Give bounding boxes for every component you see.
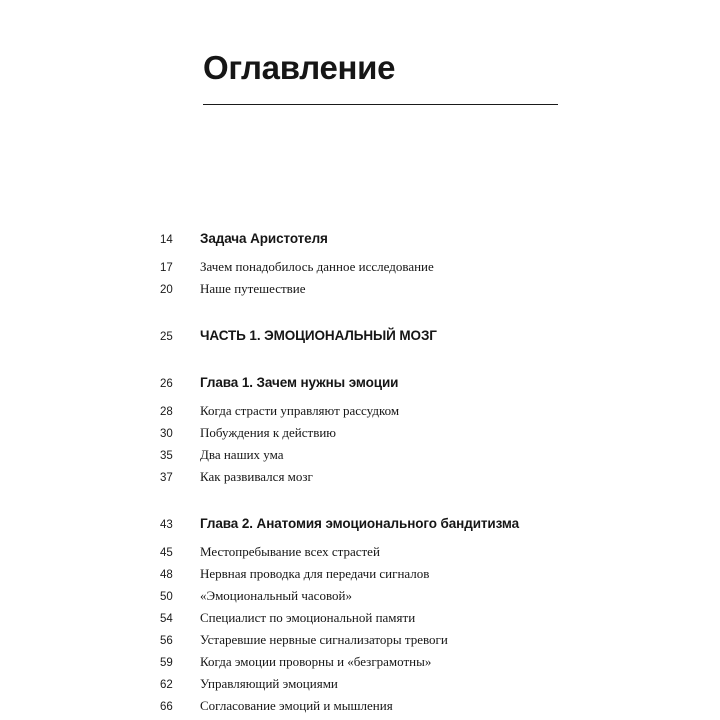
toc-entry-label: Глава 1. Зачем нужны эмоции xyxy=(200,375,399,390)
toc-entry-label: Глава 2. Анатомия эмоционального бандитизма xyxy=(200,516,520,531)
toc-entry-label: ЧАСТЬ 1. ЭМОЦИОНАЛЬНЫЙ МОЗГ xyxy=(200,328,437,343)
toc-entry-label: Наше путешествие xyxy=(200,281,306,296)
toc-entry-label: Задача Аристотеля xyxy=(200,231,328,246)
toc-entry-page: 66 xyxy=(160,701,173,713)
toc-entry-page: 35 xyxy=(160,450,173,462)
table-of-contents xyxy=(160,228,620,718)
toc-entry[interactable] xyxy=(160,445,620,467)
toc-entry[interactable] xyxy=(160,674,620,696)
toc-entry-label: Когда эмоции проворны и «безграмотны» xyxy=(200,654,432,669)
toc-entry-page: 14 xyxy=(160,234,173,246)
toc-entry[interactable] xyxy=(160,467,620,489)
toc-entry[interactable] xyxy=(160,228,620,251)
toc-entry-page: 56 xyxy=(160,635,173,647)
toc-entry-label: Нервная проводка для передачи сигналов xyxy=(200,566,430,581)
toc-entry-label: «Эмоциональный часовой» xyxy=(200,588,352,603)
title-block xyxy=(203,48,558,105)
toc-entry[interactable] xyxy=(160,372,620,395)
toc-entry-label: Два наших ума xyxy=(200,447,284,462)
toc-entry[interactable] xyxy=(160,423,620,445)
toc-entry[interactable] xyxy=(160,586,620,608)
toc-entry-page: 30 xyxy=(160,428,173,440)
toc-entry-page: 48 xyxy=(160,569,173,581)
toc-entry[interactable] xyxy=(160,696,620,718)
toc-entry-label: Местопребывание всех страстей xyxy=(200,544,380,559)
toc-entry-label: Управляющий эмоциями xyxy=(200,676,338,691)
toc-entry-page: 37 xyxy=(160,472,173,484)
toc-entry[interactable] xyxy=(160,257,620,279)
toc-entry-page: 20 xyxy=(160,284,173,296)
page-title: Оглавление xyxy=(203,49,396,86)
toc-entry-label: Устаревшие нервные сигнализаторы тревоги xyxy=(200,632,448,647)
toc-entry-label: Согласование эмоций и мышления xyxy=(200,698,393,713)
toc-entry-label: Как развивался мозг xyxy=(200,469,313,484)
toc-entry[interactable] xyxy=(160,564,620,586)
toc-entry-page: 25 xyxy=(160,331,173,343)
toc-entry[interactable] xyxy=(160,630,620,652)
toc-entry-page: 54 xyxy=(160,613,173,625)
toc-group-gap xyxy=(160,348,620,372)
toc-entry[interactable] xyxy=(160,325,620,348)
toc-entry-label: Побуждения к действию xyxy=(200,425,337,440)
toc-group xyxy=(160,513,620,718)
toc-entry[interactable] xyxy=(160,401,620,423)
toc-group-gap xyxy=(160,301,620,325)
toc-entry-label: Специалист по эмоциональной памяти xyxy=(200,610,416,625)
toc-entry-page: 26 xyxy=(160,378,173,390)
toc-entry-page: 17 xyxy=(160,262,173,274)
toc-entry-label: Зачем понадобилось данное исследование xyxy=(200,259,434,274)
toc-entry-page: 45 xyxy=(160,547,173,559)
toc-entry[interactable] xyxy=(160,652,620,674)
toc-group xyxy=(160,372,620,489)
toc-entry-label: Когда страсти управляют рассудком xyxy=(200,403,400,418)
toc-entry[interactable] xyxy=(160,608,620,630)
toc-group xyxy=(160,325,620,348)
toc-entry-page: 50 xyxy=(160,591,173,603)
toc-group-gap xyxy=(160,489,620,513)
toc-group xyxy=(160,228,620,301)
toc-entry[interactable] xyxy=(160,542,620,564)
title-divider xyxy=(203,104,558,105)
toc-entry[interactable] xyxy=(160,279,620,301)
toc-entry-page: 28 xyxy=(160,406,173,418)
toc-entry-page: 59 xyxy=(160,657,173,669)
toc-entry-page: 62 xyxy=(160,679,173,691)
toc-entry[interactable] xyxy=(160,513,620,536)
toc-entry-page: 43 xyxy=(160,519,173,531)
